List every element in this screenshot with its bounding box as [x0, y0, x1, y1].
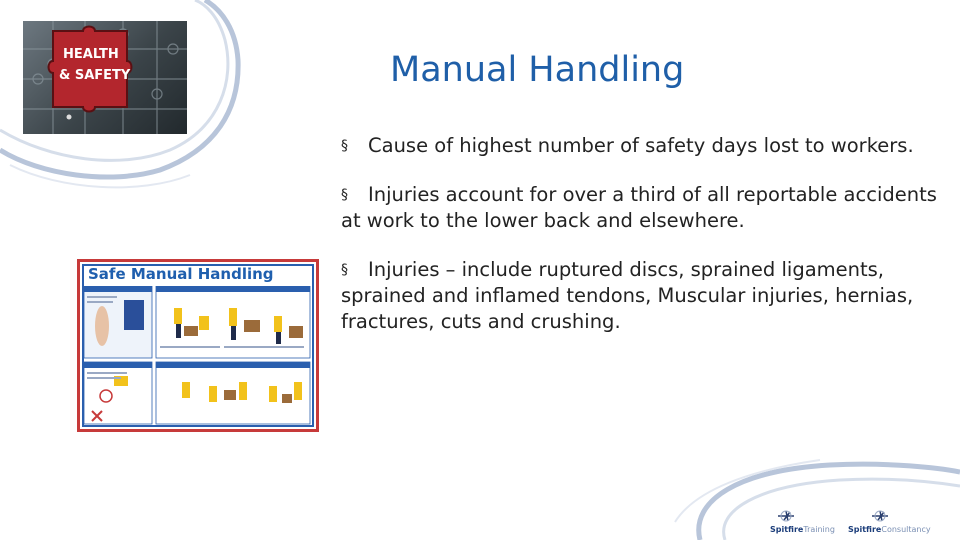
- health-text: HEALTH: [63, 47, 119, 62]
- poster-illustrations: [84, 286, 312, 426]
- bullet-marker: §: [341, 187, 348, 203]
- logo-brand: Spitfire: [848, 525, 882, 534]
- bullet-text: Injuries – include ruptured discs, sprained ligaments, sprained and inflamed tendons, Muscular injuries, hernias, fractures, cuts and crushing.: [341, 258, 914, 333]
- slide-title: Manual Handling: [390, 50, 685, 90]
- poster-title: Safe Manual Handling: [88, 265, 274, 283]
- spitfire-consultancy-logo: [848, 525, 931, 534]
- bullet-item: [341, 257, 953, 335]
- safety-text: & SAFETY: [59, 68, 131, 83]
- logo-brand: Spitfire: [770, 525, 804, 534]
- health-safety-puzzle-image: [23, 21, 187, 134]
- logo-suffix: Training: [803, 525, 835, 534]
- plane-icon: [776, 509, 796, 523]
- safe-manual-handling-poster: [77, 259, 319, 432]
- bullet-marker: §: [341, 262, 348, 278]
- bullet-text: Injuries account for over a third of all reportable accidents at work to the lower back and elsewhere.: [341, 183, 937, 232]
- bullet-text: Cause of highest number of safety days lost to workers.: [368, 134, 914, 157]
- spitfire-training-logo: [770, 525, 835, 534]
- bullet-item: [341, 133, 960, 159]
- bullet-item: [341, 182, 960, 234]
- footer-logos: [770, 495, 940, 540]
- plane-icon: [870, 509, 890, 523]
- bullet-marker: §: [341, 138, 348, 154]
- bullet-list: [341, 133, 960, 358]
- logo-suffix: Consultancy: [881, 525, 931, 534]
